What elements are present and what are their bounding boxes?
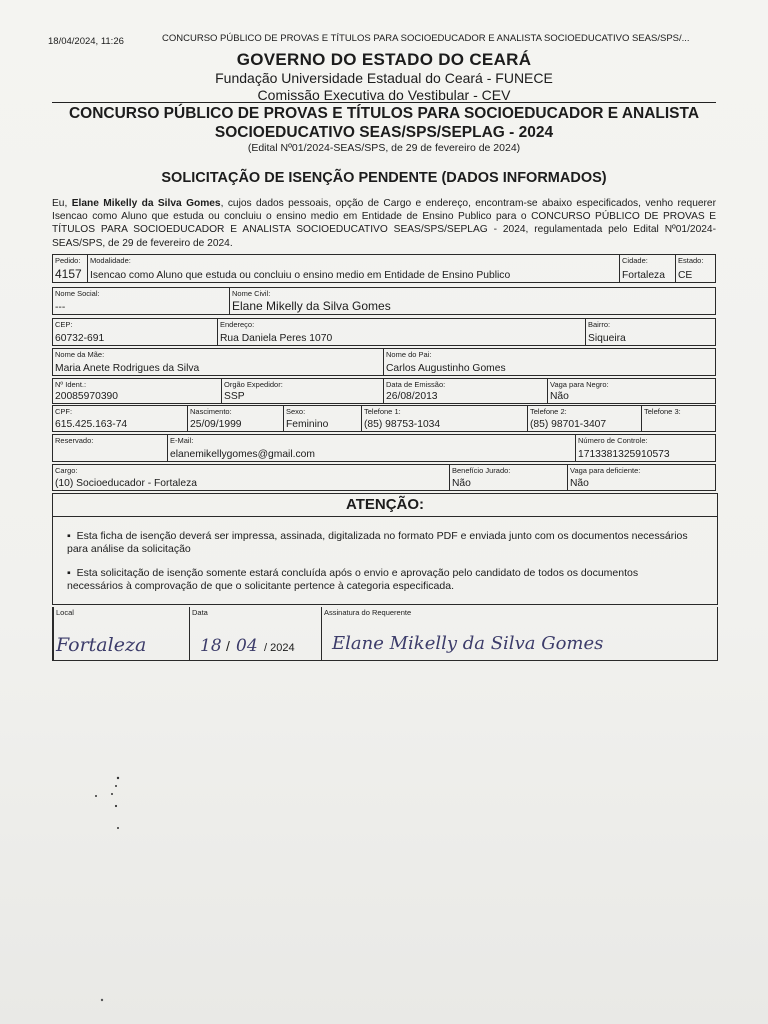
applicant-name: Elane Mikelly da Silva Gomes	[71, 198, 221, 209]
atencao-item: ▪ Esta solicitação de isenção somente estará concluída após o envio e aprovação pelo candidato de todos os documentos necessários à comprovação de que o solicitante pertence à categoria especificada.	[67, 567, 639, 592]
field-endereco: Endereço: Rua Daniela Peres 1070	[217, 319, 586, 345]
header-divider	[52, 102, 716, 103]
field-cep: CEP: 60732-691	[55, 320, 105, 344]
paper-specks	[90, 770, 130, 1010]
government-title: GOVERNO DO ESTADO DO CEARÁ	[236, 50, 532, 69]
field-cpf: CPF: 615.425.163-74	[55, 407, 128, 430]
handwritten-signature: Elane Mikelly da Silva Gomes	[332, 633, 604, 654]
form-row-contact	[52, 405, 716, 432]
field-nascimento: Nascimento: 25/09/1999	[187, 406, 284, 431]
form-row-request	[52, 254, 716, 283]
field-modalidade: Modalidade: Isencao como Aluno que estuda ou concluiu o ensino medio em Entidade de Ensino Publico	[87, 255, 672, 282]
form-row-parents	[52, 348, 716, 376]
print-datetime: 18/04/2024, 11:26	[48, 36, 124, 47]
field-telefone1: Telefone 1: (85) 98753-1034	[361, 406, 528, 431]
field-identidade: Nº Ident.: 20085970390	[55, 380, 118, 402]
section-title: SOLICITAÇÃO DE ISENÇÃO PENDENTE (DADOS INFORMADOS)	[161, 170, 607, 186]
field-telefone2: Telefone 2: (85) 98701-3407	[527, 406, 642, 431]
field-assinatura: Assinatura do Requerente	[321, 607, 718, 660]
field-nome-pai: Nome do Pai: Carlos Augustinho Gomes	[383, 349, 716, 375]
field-cidade: Cidade: Fortaleza	[619, 255, 676, 282]
paper-sheet: 18/04/2024, 11:26 CONCURSO PÚBLICO DE PROVAS E TÍTULOS PARA SOCIOEDUCADOR E ANALISTA SOCIOEDUCATIVO SEAS/SPS/... GOVERNO DO ESTADO DO CEARÁ Fundação Universidade Estadual do Ceará - FUNECE Comissão Executiva do Vestibular - CEV CONCURSO PÚBLICO DE PROVAS E TÍTULOS PARA SOCIOEDUCADOR E ANALISTA SOCIOEDUCATIVO SEAS/SPS/SEPLAG - 2024 (Edital Nº01/2024-SEAS/SPS, de 29 de fevereiro de 2024) SOLICITAÇÃO DE ISENÇÃO PENDENTE (DADOS INFORMADOS) Eu, Elane Mikelly da Silva Gomes, cujos dados pessoais, opção de Cargo e endereço, encontram-se abaixo especificados, venho requerer Isencao como Aluno que estuda ou concluiu o ensino medio em Entidade de Ensino Publico para o CONCURSO PÚBLICO DE PROVAS E TÍTULOS PARA SOCIOEDUCADOR E ANALISTA SOCIOEDUCATIVO SEAS/SPS/SEPLAG - 2024, regulamentada pelo Edital Nº01/2024-SEAS/SPS, de 29 de fevereiro de 2024. Pedido: 4157 Modalidade: Isencao como Aluno que estuda ou concluiu o ensino medio em Entidade de Ensino Publico Cidade: Fortaleza Estado: CE Nome Social: --- Nome Civil: Elane Mikelly da Silva Gomes CEP: 60732-691 Endereço: Rua Daniela Peres 1070 Bairro: Siqueira Nome da Mãe: Maria Anete Rodrigues da Silva Nome do Pai: Carlos Augustinho Gomes Nº Ident.: 20085970390 Orgão Expedidor: SSP Data de Emissão: 26/08/2013 Vaga para Negro: Não CPF: 615.425.163-74 Nascimento: 25/09/1999 Sexo: Feminino Telefone 1: (85) 98753-1034 Telefone 2: (85) 98701-3407 Telefone 3: Reservado: E-Mail: elanemikellygomes@gmail.com Número de Controle: 1713381325910573 Cargo: (10) Socioeducador - Fortaleza Benefício Jurado: Não Vaga para deficiente: Não ATENÇÃO: ▪ Esta ficha de isenção deverá ser impressa, assinada, digitalizada no formato PDF e enviada junto com os documentos necessários para análise da solicitação ▪ Esta solicitação de isenção somente estará concluída após o envio e aprovação pelo candidato de todos os documentos necessários à comprovação de que o solicitante pertence à categoria especificada. Local Data Assinatura do Requerente Fortaleza 18 / 04 / 2024 Elane Mikelly da Silva Gomes	[0, 0, 768, 1024]
edital-reference: (Edital Nº01/2024-SEAS/SPS, de 29 de fevereiro de 2024)	[247, 142, 521, 154]
atencao-box	[52, 493, 718, 605]
handwritten-month: 04	[236, 636, 258, 656]
field-sexo: Sexo: Feminino	[283, 406, 362, 431]
field-reservado: Reservado:	[55, 436, 94, 445]
field-cargo: Cargo: (10) Socioeducador - Fortaleza	[55, 466, 197, 489]
form-row-names	[52, 287, 716, 315]
intro-paragraph: Eu, Elane Mikelly da Silva Gomes, cujos dados pessoais, opção de Cargo e endereço, encontram-se abaixo especificados, venho requerer Isencao como Aluno que estuda ou concluiu o ensino medio em Entidade de Ensino Publico para o CONCURSO PÚBLICO DE PROVAS E TÍTULOS PARA SOCIOEDUCADOR E ANALISTA SOCIOEDUCATIVO SEAS/SPS/SEPLAG - 2024, regulamentada pelo Edital Nº01/2024-SEAS/SPS, de 29 de fevereiro de 2024.	[52, 198, 716, 249]
print-header-title: CONCURSO PÚBLICO DE PROVAS E TÍTULOS PARA SOCIOEDUCADOR E ANALISTA SOCIOEDUCATIVO SEAS/SPS/...	[162, 33, 690, 44]
form-row-identity	[52, 378, 716, 404]
printed-year: / 2024	[264, 642, 295, 654]
atencao-title: ATENÇÃO:	[53, 494, 717, 517]
contest-title: CONCURSO PÚBLICO DE PROVAS E TÍTULOS PARA SOCIOEDUCADOR E ANALISTA SOCIOEDUCATIVO SEAS/SPS/SEPLAG - 2024	[68, 105, 700, 141]
form-row-cargo	[52, 464, 716, 491]
field-telefone3: Telefone 3:	[641, 406, 716, 431]
field-bairro: Bairro: Siqueira	[585, 319, 716, 345]
form-row-email	[52, 434, 716, 462]
field-data: Data	[189, 607, 322, 660]
field-nome-mae: Nome da Mãe: Maria Anete Rodrigues da Silva	[55, 350, 200, 374]
atencao-item: ▪ Esta ficha de isenção deverá ser impressa, assinada, digitalizada no formato PDF e enviada junto com os documentos necessários para análise da solicitação	[67, 530, 688, 555]
field-local: Local	[53, 607, 190, 660]
field-vaga-negro: Vaga para Negro: Não	[547, 379, 716, 403]
foundation-name: Fundação Universidade Estadual do Ceará - FUNECE	[215, 70, 553, 86]
field-orgao: Orgão Expedidor: SSP	[221, 379, 384, 403]
field-pedido: Pedido: 4157	[55, 256, 82, 281]
field-beneficio: Benefício Jurado: Não	[449, 465, 568, 490]
commission-name: Comissão Executiva do Vestibular - CEV	[257, 87, 511, 103]
field-nome-civil: Nome Civil: Elane Mikelly da Silva Gomes	[229, 288, 716, 314]
field-estado: Estado: CE	[675, 255, 716, 282]
field-nome-social: Nome Social: ---	[55, 289, 100, 313]
handwritten-local: Fortaleza	[56, 634, 147, 656]
field-controle: Número de Controle: 1713381325910573	[575, 435, 716, 461]
field-email: E-Mail: elanemikellygomes@gmail.com	[167, 435, 576, 461]
field-emissao: Data de Emissão: 26/08/2013	[383, 379, 548, 403]
handwritten-day: 18	[200, 636, 222, 656]
field-vaga-deficiente: Vaga para deficiente: Não	[567, 465, 716, 490]
form-row-address	[52, 318, 716, 346]
